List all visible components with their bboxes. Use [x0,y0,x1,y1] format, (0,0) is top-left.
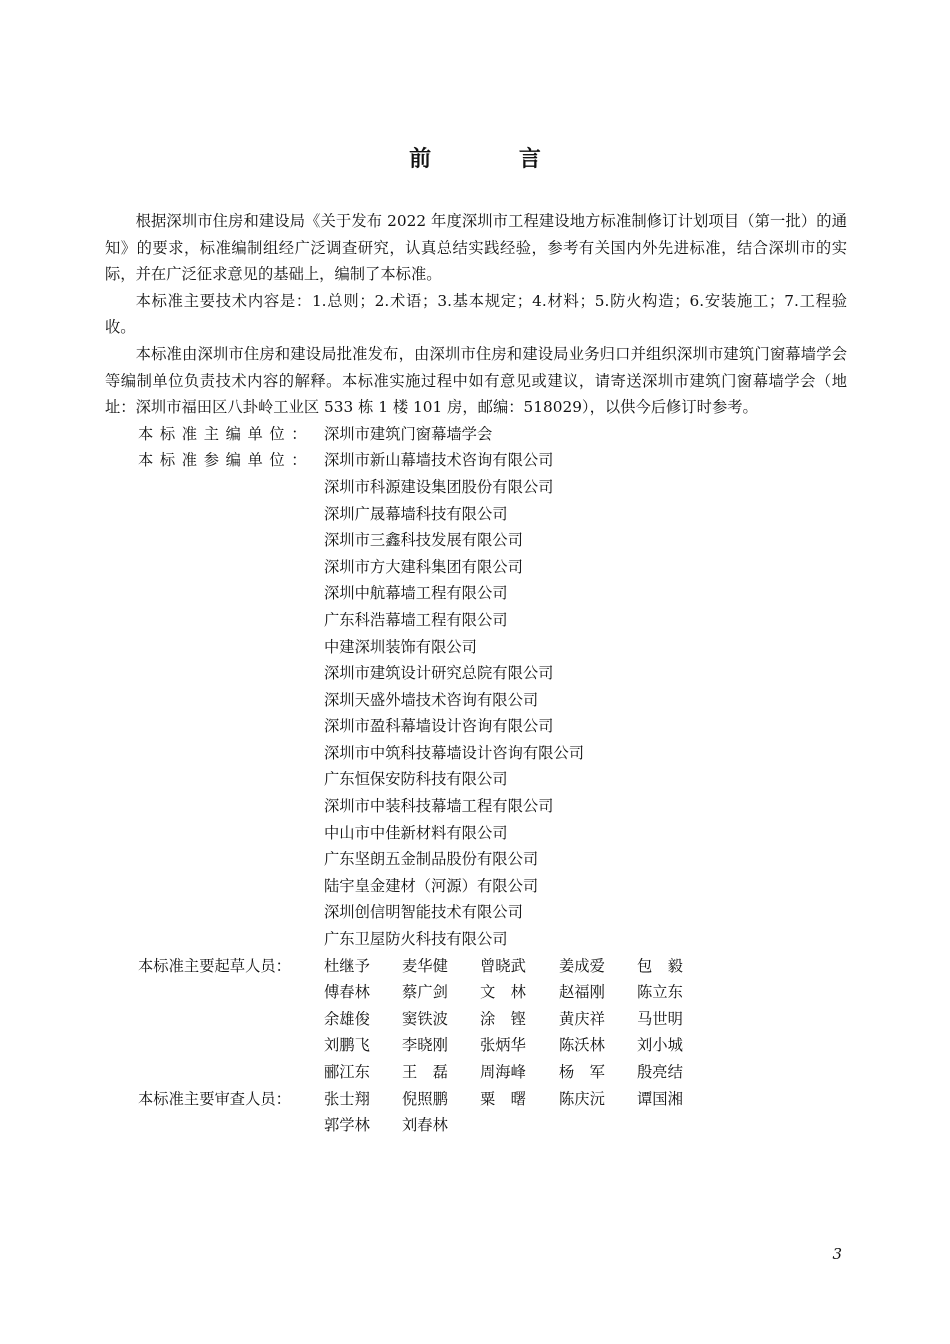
drafter-name: 刘鹏飞 [324,1036,370,1055]
drafter-name: 刘小城 [637,1036,683,1055]
chief-editor-unit: 深圳市建筑门窗幕墙学会 [324,424,493,443]
participating-unit: 深圳市建筑设计研究总院有限公司 [324,664,554,683]
drafter-name: 傅春林 [324,983,370,1002]
reviewer-row [105,1112,847,1139]
participating-unit-row [105,474,847,501]
preface-body [105,208,847,1139]
participating-unit: 广东科浩幕墙工程有限公司 [324,610,508,629]
drafter-name: 杨 军 [559,1063,605,1081]
participating-unit-row [105,873,847,900]
drafter-name: 窦铁波 [402,1009,448,1028]
participating-unit: 深圳市方大建科集团有限公司 [324,557,523,576]
drafter-name: 周海峰 [480,1063,526,1081]
reviewer-name: 陈庆沅 [559,1089,605,1108]
drafter-name: 黄庆祥 [559,1009,605,1028]
participating-unit-row [105,687,847,714]
paragraph: 本标准主要技术内容是：1.总则；2.术语；3.基本规定；4.材料；5.防火构造；6.安装施工；7.工程验收。 [105,291,847,337]
paragraph: 根据深圳市住房和建设局《关于发布 2022 年度深圳市工程建设地方标准制修订计划项目（第一批）的通知》的要求，标准编制组经广泛调查研究，认真总结实践经验，参考有关国内外先进标准，结合深圳市的实际，并在广泛征求意见的基础上，编制了本标准。 [105,212,847,284]
participating-unit: 深圳市中筑科技幕墙设计咨询有限公司 [324,743,585,762]
page-title: 前 言 [409,146,581,172]
participating-unit: 深圳市新山幕墙技术咨询有限公司 [324,451,554,470]
reviewers-label: 本标准主要审查人员： [138,1089,291,1108]
participating-unit: 广东坚朗五金制品股份有限公司 [324,850,539,869]
participating-unit-row [105,447,847,474]
drafter-name: 陈沃林 [559,1036,605,1055]
drafters-label: 本标准主要起草人员： [138,956,291,975]
participating-unit: 广东卫屋防火科技有限公司 [324,930,508,949]
participating-unit: 广东恒保安防科技有限公司 [324,770,508,789]
participating-unit: 中山市中佳新材料有限公司 [324,823,508,842]
participating-unit: 深圳市科源建设集团股份有限公司 [324,477,554,496]
participating-unit-row [105,713,847,740]
drafter-name: 郦江东 [324,1063,370,1081]
chief-editor-label: 本标准主编单位： [138,424,314,443]
participating-unit-row [105,793,847,820]
participating-unit-row [105,501,847,528]
participating-unit: 深圳中航幕墙工程有限公司 [324,584,508,603]
drafter-name: 张炳华 [480,1036,526,1055]
participating-unit: 深圳创信明智能技术有限公司 [324,903,523,922]
drafter-name: 麦华健 [402,956,448,975]
drafter-row [105,1032,847,1059]
units-list [105,421,847,953]
participating-unit-row [105,634,847,661]
participating-unit: 深圳市盈科幕墙设计咨询有限公司 [324,717,554,736]
drafter-name: 陈立东 [637,983,683,1002]
drafter-name: 赵福刚 [559,983,605,1002]
participating-unit-row [105,846,847,873]
drafter-name: 文 林 [480,983,526,1002]
reviewer-name: 郭学林 [324,1116,370,1135]
drafter-name: 蔡广剑 [402,983,448,1002]
chief-editor-row [105,421,847,448]
participating-unit: 深圳市三鑫科技发展有限公司 [324,531,523,550]
page-number: 3 [832,1245,842,1263]
drafter-row [105,1006,847,1033]
participating-unit-row [105,554,847,581]
reviewer-name: 张士翔 [324,1089,370,1108]
participating-unit-row [105,926,847,953]
drafter-row [105,1059,847,1086]
participating-unit-row [105,527,847,554]
drafter-name: 殷亮结 [637,1063,683,1081]
paragraph: 本标准由深圳市住房和建设局批准发布，由深圳市住房和建设局业务归口并组织深圳市建筑门窗幕墙学会等编制单位负责技术内容的解释。本标准实施过程中如有意见或建议，请寄送深圳市建筑门窗幕墙学会（地址：深圳市福田区八卦岭工业区 533 栋 1 楼 101 房，邮编：518029），以供今后修订时参考。 [105,344,847,417]
people-list [105,953,847,1139]
drafter-name: 余雄俊 [324,1009,370,1028]
participating-unit: 深圳天盛外墙技术咨询有限公司 [324,690,539,709]
participating-unit: 深圳市中装科技幕墙工程有限公司 [324,797,554,816]
participating-unit-row [105,660,847,687]
participating-unit-row [105,899,847,926]
participating-unit-row [105,607,847,634]
participating-unit-row [105,766,847,793]
drafter-name: 涂 铿 [480,1009,526,1028]
participating-unit-row [105,740,847,767]
drafter-name: 曾晓武 [480,956,526,975]
participating-label: 本标准参编单位： [138,451,314,470]
drafter-row [105,953,847,980]
reviewer-name: 粟 曙 [480,1089,526,1108]
drafter-name: 姜成爱 [559,956,605,975]
participating-unit: 深圳广晟幕墙科技有限公司 [324,504,508,523]
drafter-row [105,979,847,1006]
participating-unit-row [105,580,847,607]
drafter-name: 杜继予 [324,956,370,975]
reviewer-name: 谭国湘 [637,1089,683,1108]
reviewer-name: 刘春林 [402,1116,448,1135]
drafter-name: 包 毅 [637,956,683,975]
drafter-name: 李晓刚 [402,1036,448,1055]
participating-unit-row [105,820,847,847]
drafter-name: 王 磊 [402,1063,448,1081]
drafter-name: 马世明 [637,1009,683,1028]
reviewer-name: 倪照鹏 [402,1089,448,1108]
participating-unit: 陆宇皇金建材（河源）有限公司 [324,876,539,895]
participating-unit: 中建深圳装饰有限公司 [324,637,477,656]
reviewer-row [105,1086,847,1113]
